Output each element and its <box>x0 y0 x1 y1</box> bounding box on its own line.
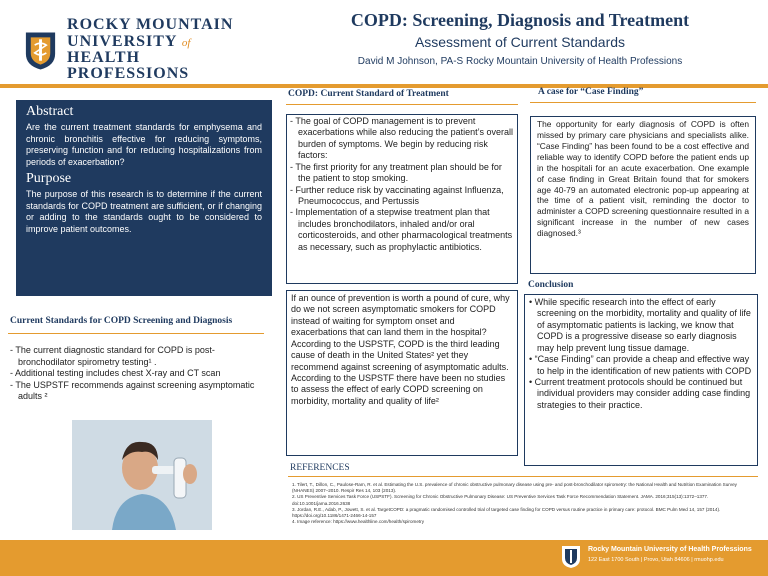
header-divider <box>0 84 768 88</box>
abstract-panel <box>16 100 272 296</box>
conclusion-heading: Conclusion <box>528 280 574 290</box>
spirometry-photo <box>72 420 212 530</box>
logo-line-2: UNIVERSITY <box>67 32 177 50</box>
patient-spirometry-image <box>72 420 212 530</box>
reference-item: 1. Tilert, T., Dillon, C., Paulose-Ram, R. et al. Estimating the U.S. prevalence of chronic obstructive pulmonary disease using pre- and post-bronchodilator spirometry: the National Health and Nutrition Examination Survey (NHANES) 2007–2010. Respir Res 14, 103 (2013). <box>292 482 737 494</box>
treatment-list <box>290 116 514 253</box>
footer-university-name: Rocky Mountain University of Health Professions <box>588 546 752 553</box>
screening-bullet: - The USPSTF recommends against screening asymptomatic adults ² <box>10 379 255 402</box>
case-finding-box <box>530 116 756 274</box>
treatment-bullet: - Implementation of a stepwise treatment plan that includes bronchodilators, inhaled and/or oral corticosteroids, and other pharmacological treatments as necessary, such as prophylactic antibiotics. <box>290 207 513 252</box>
abstract-heading: Abstract <box>26 104 74 119</box>
purpose-heading: Purpose <box>26 171 72 187</box>
screening-bullet: - Additional testing includes chest X-ray and CT scan <box>10 368 221 379</box>
case-finding-heading: A case for “Case Finding” <box>538 87 644 97</box>
screening-bullet: - The current diagnostic standard for COPD is post-bronchodilator spirometry testing¹ . <box>10 345 215 367</box>
conclusion-box <box>524 294 758 466</box>
logo-of: of <box>181 36 191 49</box>
screening-rule <box>8 333 264 334</box>
poster-title: COPD: Screening, Diagnosis and Treatment <box>350 10 690 30</box>
poster-subtitle: Assessment of Current Standards <box>414 34 626 50</box>
footer-address: 122 East 1700 South | Provo, Utah 84606 | rmuohp.edu <box>588 557 724 563</box>
treatment-bullet: - The first priority for any treatment plan should be for the patient to stop smoking. <box>290 161 502 184</box>
case-finding-rule <box>530 102 756 103</box>
university-logo <box>22 16 262 83</box>
footer-seal-icon <box>560 544 582 570</box>
treatment-bullet: - Further reduce risk by vaccinating against Influenza, Pneumococcus, and Pertussis <box>290 184 504 206</box>
treatment-rule <box>286 104 518 105</box>
reference-item: 2. US Preventive Services Task Force (USPSTF). Screening for Chronic Obstructive Pulmonary Disease: US Preventive Services Task Force Recommendation Statement. JAMA. 2016;315(13):1372–1377. doi:10.1001/jama.2016.2638 <box>292 494 709 506</box>
poster-author: David M Johnson, PA-S Rocky Mountain University of Health Professions <box>357 56 683 67</box>
purpose-text: The purpose of this research is to determine if the current standards for COPD treatment are sufficient, or if changing or adding to the standards ought to be considered to improve patient outcomes. <box>26 189 262 234</box>
abstract-text: Are the current treatment standards for emphysema and chronic bronchitis effective for reducing symptoms, preserving function and for reducing hospitalizations from periods of exacerbation? <box>26 122 262 167</box>
logo-line-1: ROCKY MOUNTAIN <box>67 16 234 34</box>
references-heading: REFERENCES <box>290 463 350 473</box>
prevention-text: If an ounce of prevention is worth a pound of cure, why do we not screen asymptomatic smokers for COPD instead of waiting for symptom onset and exacerbations that can land them in the hospital? According to the USPSTF, COPD is the third leading cause of death in the United States² yet they recommend against screening of asymptomatic adults. According to the USPSTF there have been no studies to assess the effect of early COPD screening on morbidity, mortality and quality of life² <box>291 293 510 406</box>
reference-item: 4. Image reference: https://www.healthline.com/health/spirometry <box>292 519 425 525</box>
references-rule <box>288 476 758 477</box>
case-finding-text: The opportunity for early diagnosis of COPD is often missed by primary care physicians and specialists alike. “Case Finding” has been found to be a cost effective and reliable way to identify COPD before the patient ends up in the hospitali for an acute exacerbation. One example of case finding in Great Britain found that for smokers age 40-79 an automated electronic pop-up appearing at the time of a patient visit, reminding the doctor to administer a COPD screening questionnaire resulted in a significant increase in the number of new cases diagnosed.³ <box>537 119 749 239</box>
treatment-heading: COPD: Current Standard of Treatment <box>288 89 449 99</box>
prevention-box <box>286 290 518 456</box>
treatment-box <box>286 114 518 284</box>
university-seal-icon <box>22 28 59 72</box>
conclusion-bullet: • While specific research into the effect of early screening on the morbidity, mortality and quality of life of asymptomatic patients is lacking, we know that COPD is a progressive disease so early diagnosis may help prevent lung tissue damage. <box>529 297 751 353</box>
screening-list <box>10 345 262 403</box>
conclusion-bullet: • “Case Finding” can provide a cheap and effective way to help in the identification of new patients with COPD <box>529 354 752 376</box>
references-list <box>292 482 758 525</box>
conclusion-bullet: • Current treatment protocols should be continued but individual providers may consider adding case finding strategies to their practice. <box>529 376 751 410</box>
treatment-bullet: - The goal of COPD management is to prevent exacerbations while also reducing the patient’s overall burden of symptoms. We begin by reducing risk factors: <box>290 116 513 161</box>
screening-heading: Current Standards for COPD Screening and Diagnosis <box>10 316 233 326</box>
reference-item: 3. Jordan, R.E., Adab, P., Jowett, S. et al. TargetCOPD: a pragmatic randomised controlled trial of targeted case finding for COPD versus routine practice in primary care: protocol. BMC Pulm Med 14, 157 (2014). https://doi.org/10.1186/1471-2466-14-157 <box>292 506 721 518</box>
logo-line-3: HEALTH PROFESSIONS <box>67 49 190 83</box>
conclusion-list <box>529 297 753 411</box>
